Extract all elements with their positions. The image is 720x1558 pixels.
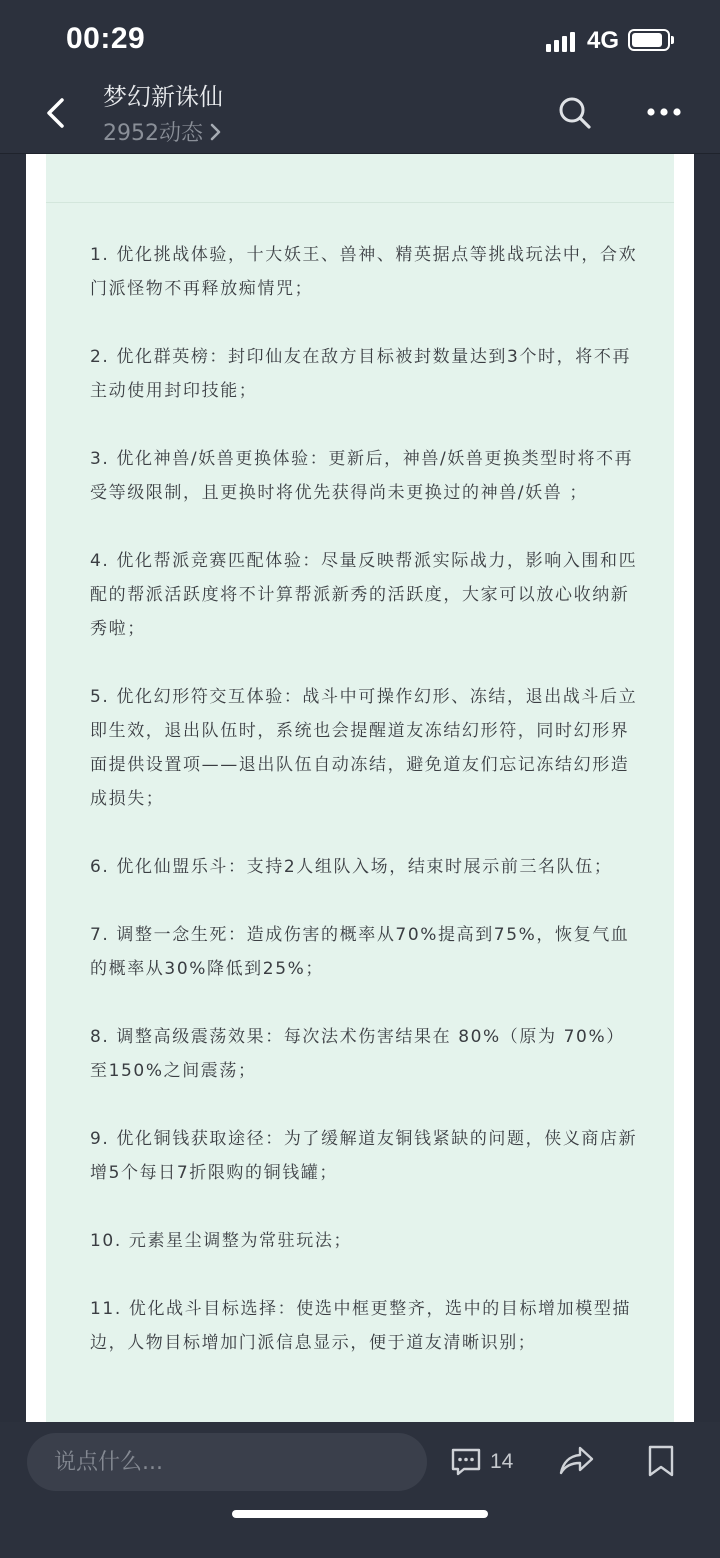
signal-icon [546, 30, 578, 52]
more-button[interactable] [644, 102, 684, 122]
search-button[interactable] [558, 96, 592, 130]
article-paragraph: 7. 调整一念生死：造成伤害的概率从70%提高到75%，恢复气血的概率从30%降低到25%； [90, 925, 630, 979]
search-icon [558, 96, 592, 130]
article-paragraph: 6. 优化仙盟乐斗：支持2人组队入场，结束时展示前三名队伍； [90, 857, 613, 877]
article-paragraph: 1. 优化挑战体验，十大妖王、兽神、精英据点等挑战玩法中，合欢门派怪物不再释放痴情咒； [90, 245, 638, 299]
article-paragraph: 10. 元素星尘调整为常驻玩法； [90, 1231, 353, 1251]
article-body [90, 238, 638, 1394]
status-bar [0, 0, 720, 72]
battery-icon [628, 29, 670, 51]
more-icon [644, 102, 684, 122]
article-paragraph: 5. 优化幻形符交互体验：战斗中可操作幻形、冻结，退出战斗后立即生效，退出队伍时，系统也会提醒道友冻结幻形符，同时幻形界面提供设置项——退出队伍自动冻结，避免道友们忘记冻结幻形造成损失； [90, 687, 638, 809]
post-content [26, 154, 694, 1422]
comment-input[interactable] [27, 1433, 427, 1491]
card-divider [46, 202, 674, 203]
home-indicator[interactable] [232, 1510, 488, 1518]
nav-header [0, 72, 720, 154]
network-label: 4G [587, 27, 620, 54]
chevron-right-icon [209, 122, 223, 142]
comment-count: 14 [490, 1450, 514, 1473]
bookmark-icon [646, 1444, 676, 1478]
status-time: 00:29 [66, 22, 146, 55]
share-button[interactable] [558, 1444, 596, 1478]
article-paragraph: 9. 优化铜钱获取途径：为了缓解道友铜钱紧缺的问题，侠义商店新增5个每日7折限购的铜钱罐； [90, 1129, 638, 1183]
back-arrow-icon [40, 92, 76, 134]
article-paragraph: 8. 调整高级震荡效果：每次法术伤害结果在 80%（原为 70%）至150%之间震荡； [90, 1027, 625, 1081]
comment-icon [450, 1447, 482, 1477]
article-paragraph: 3. 优化神兽/妖兽更换体验：更新后，神兽/妖兽更换类型时将不再受等级限制，且更换时将优先获得尚未更换过的神兽/妖兽 ； [90, 449, 634, 503]
page-title: 梦幻新诛仙 [103, 83, 223, 111]
posts-count-label: 2952动态 [103, 121, 203, 146]
article-paragraph: 4. 优化帮派竞赛匹配体验：尽量反映帮派实际战力，影响入围和匹配的帮派活跃度将不计算帮派新秀的活跃度，大家可以放心收纳新秀啦； [90, 551, 638, 639]
bookmark-button[interactable] [646, 1444, 676, 1478]
share-icon [558, 1444, 596, 1478]
comment-button[interactable] [450, 1444, 513, 1480]
article-paragraph: 11. 优化战斗目标选择：使选中框更整齐，选中的目标增加模型描边，人物目标增加门派信息显示，便于道友清晰识别； [90, 1299, 632, 1353]
posts-count-link[interactable] [103, 116, 223, 147]
back-button[interactable] [40, 92, 76, 134]
article-card [46, 154, 674, 1422]
article-paragraph: 2. 优化群英榜：封印仙友在敌方目标被封数量达到3个时，将不再主动使用封印技能； [90, 347, 632, 401]
bottom-action-bar [0, 1422, 720, 1558]
